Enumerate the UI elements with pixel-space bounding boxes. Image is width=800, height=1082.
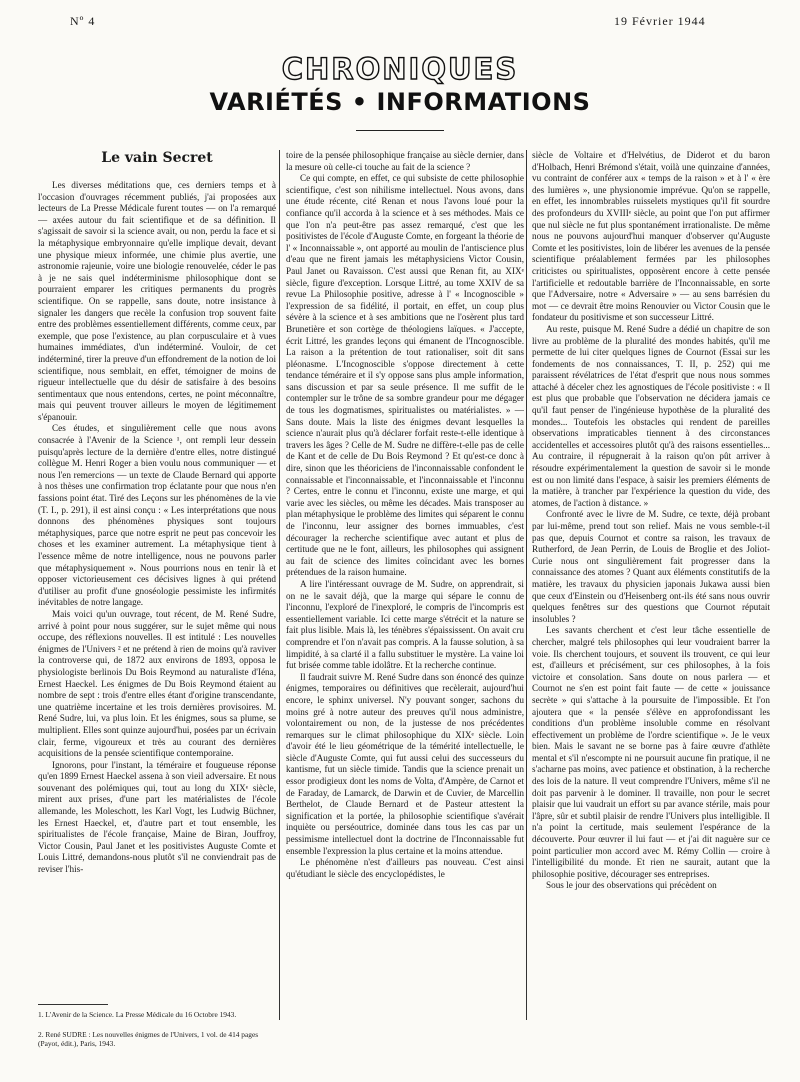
paragraph: Il faudrait suivre M. René Sudre dans son énoncé des quinze énigmes, temporaires ou définitives que recèlerait, aujourd'hui encore, le sphinx universel. N'y pouvant songer, sachons du moins gré à notre auteur des preuves qu'il nous administre, volontairement ou non, de la justesse de nos précédentes remarques sur le climat philosophique du XIXᵉ siècle. Loin d'avoir été le lieu géométrique de la témérité intellectuelle, le siècle d'Auguste Comte, qui fut aussi celui des successeurs du kantisme, fut un siècle timide. Tandis que la science prenait un essor prodigieux dont les noms de Volta, d'Ampère, de Carnot et de Faraday, de Lamarck, de Darwin et de Cuvier, de Marcellin Berthelot, de Claude Bernard et de Pasteur attestent la signification et la portée, la philosophie scientifique s'avérait inquiète ou perséoutrice, dominée dans tous les cas par un pessimisme intellectuel dont la doctrine de l'Inconnaissable fut ensemble l'expression la plus certaine et la moins attendue. [286, 671, 524, 856]
paragraph: Mais voici qu'un ouvrage, tout récent, de M. René Sudre, arrivé à point pour nous suggérer, sur le sujet même qui nous occupe, des réflexions nouvelles. Il est intitulé : Les nouvelles énigmes de l'Univers ² et ne prétend à rien de moins qu'à raviver la controverse qui, de 1872 aux environs de 1893, opposa le physiologiste berlinois Du Bois Reymond au naturaliste d'Iéna, Ernest Haeckel. Les énigmes de Du Bois Reymond étaient au nombre de sept : trois d'entre elles étant d'origine transcendante, une quatrième incertaine et les trois dernières provisoires. M. René Sudre, lui, va plus loin. Et les énigmes, sous sa plume, se multiplient. Elles sont quinze aujourd'hui, posées par un écrivain clair, ferme, vigoureux et très au courant des dernières acquisitions de la pensée scientifique contemporaine. [38, 608, 276, 759]
paragraph: Ce qui compte, en effet, ce qui subsiste de cette philosophie scientifique, c'est son nihilisme intellectuel. Nous avons, dans une étude récente, cité Renan et nous l'avons loué pour la confiance qu'il accorda à la science et à ses méthodes. Mais ce que l'on n'a peut-être pas assez remarqué, c'est que les positivistes de l'école d'Auguste Comte, en forgeant la théorie de l' « Inconnaissable », ont apporté au moulin de l'antiscience plus d'eau que ne firent jamais les métaphysiciens Victor Cousin, Paul Janet ou Ravaisson. C'est aussi que Renan fit, au XIXᵉ siècle, figure d'exception. Lorsque Littré, au tome XXIV de sa revue La Philosophie positive, adresse à l' « Incognoscible » l'expression de sa fidélité, il portait, en effet, un coup plus sévère à la science et à ses ambitions que ne l'osèrent plus tard Brunetière et son cortège de théologiens laïques. « J'accepte, écrit Littré, les grandes leçons qui émanent de l'Incognoscible. La raison a la prétention de tout rationaliser, soit dit sans pléonasme. L'Incognoscible s'oppose directement à cette tendance téméraire et il s'y oppose sans plus ample information, sans discussion et par sa seule présence. Il me suffit de le contempler sur le trône de sa sombre grandeur pour me dégager de tous les dogmatismes, spiritualistes ou matérialistes. » — Sans doute. Mais la liste des énigmes devant lesquelles la science n'aurait plus qu'à déclarer forfait reste-t-elle identique à travers les âges ? Celle de M. Sudre ne diffère-t-elle pas de celle de Kant et de celle de Du Bois Reymond ? Et qu'est-ce donc à dire, sinon que les théoriciens de l'inconnaissable confondent le connaissable et l'inconnaissable, et l'inconnaissable et l'inconnu ? Certes, entre le connu et l'inconnu, existe une marge, et qui varie avec les siècles, ou même les décades. Mais transposer au plan métaphysique le problème des limites qui séparent le connu de l'inconnu, leur assigner des bornes immuables, c'est décourager la recherche scientifique avec autant et plus de certitude que ne le font, ailleurs, les philosophes qui assignent au fait de science des limites coïncidant avec les bornes prétendues de la raison humaine. [286, 173, 524, 578]
footnote-rule [38, 1004, 108, 1005]
column-1 [38, 150, 276, 1000]
footnote: 1. L'Avenir de la Science. La Presse Médicale du 16 Octobre 1943. [38, 1010, 237, 1019]
paragraph: Au reste, puisque M. René Sudre a dédié un chapitre de son livre au problème de la pluralité des mondes habités, qu'il me permette de lui citer quelques lignes de Cournot (Essai sur les fondements de nos connaissances, T. II, p. 252) qui me paraissent révélatrices de l'état d'esprit que nous nous sommes attaché à déceler chez les agnostiques de l'école positiviste : « Il est plus que probable que l'observation ne décidera jamais ce qu'il faut penser de l'ingénieuse hypothèse de la pluralité des mondes... Toutefois les obstacles qui rendent de pareilles observations impraticables tiennent à des circonstances accidentelles et accessoires plutôt qu'à des raisons essentielles... Au contraire, il répugnerait à la raison qu'on pût arriver à résoudre expérimentalement la question de savoir si le monde est ou non limité dans l'espace, à saisir les premiers éléments de la matière, à trancher par l'expérience la question du vide, des atomes, de l'action à distance. » [532, 323, 770, 508]
masthead-rule [356, 130, 444, 131]
footnote: 2. René SUDRE : Les nouvelles énigmes de l'Univers, 1 vol. de 414 pages (Payot, édit.), Paris, 1943. [38, 1030, 259, 1048]
paragraph: Les diverses méditations que, ces derniers temps et à l'occasion d'ouvrages récemment publiés, j'ai proposées aux lecteurs de La Presse Médicale furent toutes — on l'a remarqué — axées autour du fait scientifique et de sa définition. Il s'agissait de savoir si la science avait, ou non, perdu la face et si la métaphysique embryonnaire qu'elle implique devait, devant une physique mieux informée, une chimie plus avertie, une astronomie rajeunie, voire une biologie renouvelée, céder le pas à je ne sais quel indéterminisme philosophique dont se pourraient emparer les critiques permanents du progrès scientifique. On se rappelle, sans doute, notre insistance à signaler les dangers que recèle la confusion trop souvent faite entre des problèmes essentiellement différents, comme ceux, par exemple, que pose l'existence, au plan corpusculaire et à vues humaines immédiates, d'un indéterminé. Vouloir, de cet indéterminé, tirer la preuve d'un effondrement de la notion de loi scientifique, nous semblait, en effet, témoigner de moins de rigueur intellectuelle que du désir de satisfaire à des besoins sentimentaux que nous entendons, certes, ne point méconnaître, mais qui peuvent trouver ailleurs le moyen de légitimement s'épanouir. [38, 180, 276, 422]
paragraph: Le phénomène n'est d'ailleurs pas nouveau. C'est ainsi qu'étudiant le siècle des encyclopédistes, le [286, 857, 524, 879]
paragraph: toire de la pensée philosophique française au siècle dernier, dans la mesure où celle-ci touche au fait de la science ? [286, 150, 524, 172]
column-2 [286, 150, 524, 1000]
paragraph: A lire l'intéressant ouvrage de M. Sudre, on apprendrait, si on ne le savait déjà, que la marge qui sépare le connu de l'inconnu, l'exploré de l'inexploré, le compris de l'incompris est essentiellement variable. Ici cette marge s'étrécit et la nature se fait plus lisible. Mais là, les ténèbres s'épaississent. On avait cru comprendre et l'on n'avait pas compris. A la fausse solution, à sa limpidité, à sa clarté il a fallu substituer le mystère. La vaine loi fut brisée comme table idolâtre. Et la recherche continue. [286, 578, 524, 671]
paragraph: Ces études, et singulièrement celle que nous avons consacrée à l'Avenir de la Science ¹, ont rempli leur dessein puisqu'après lecture de la dernière d'entre elles, notre distingué collègue M. Henri Roger a bien voulu nous communiquer — et nous l'en remercions — un texte de Claude Bernard qui apporte à nos thèses une confirmation trop éclatante pour que nous n'en fassions point état. Tiré des Leçons sur les phénomènes de la vie (T. I., p. 291), il est ainsi conçu : « Les interprétations que nous donnons des phénomènes physiques sont toujours métaphysiques, parce que notre esprit ne peut pas concevoir les choses et les examiner autrement. La métaphysique tient à l'essence même de notre intelligence, nous ne pouvons parler que métaphysiquement ». Nous pourrions nous en tenir là et opposer victorieusement ces décisives lignes à qui prétend d'utiliser au profit d'une gnoséologie pessimiste les infirmités inévitables de notre langage. [38, 423, 276, 608]
paragraph: Confronté avec le livre de M. Sudre, ce texte, déjà probant par lui-même, prend tout son relief. Mais ne vous semble-t-il pas que, depuis Cournot et contre sa raison, les travaux de Rutherford, de Jean Perrin, de Louis de Broglie et des Joliot-Curie nous ont singulièrement fait progresser dans la connaissance des atomes ? Quant aux éléments constitutifs de la matière, les travaux du physicien japonais Jukawa aussi bien que ceux d'Einstein ou d'Heisenberg ont-ils été sans nous ouvrir quelques fenêtres sur des questions que Cournot réputait insolubles ? [532, 509, 770, 624]
masthead-title: CHRONIQUES [281, 52, 519, 86]
paragraph: Ignorons, pour l'instant, la téméraire et fougueuse réponse qu'en 1899 Ernest Haeckel assena à son vieil adversaire. Et nous souvenant des polémiques qui, tout au long du XIXᵉ siècle, mirent aux prises, d'une part les matérialistes de l'école allemande, les Moleschott, les Karl Vogt, les Ludwig Büchner, les Ernest Haeckel, et, d'autre part et tout ensemble, les spiritualistes de l'école française, Maine de Biran, Jouffroy, Victor Cousin, Paul Janet et les positivistes Auguste Comte et Louis Littré, demandons-nous plutôt s'il ne conviendrait pas de reviser l'his- [38, 759, 276, 875]
column-3 [532, 150, 770, 1000]
article-title: Le vain Secret [101, 150, 213, 166]
paragraph: Les savants cherchent et c'est leur tâche essentielle de chercher, malgré tels philosophes qui leur voudraient barrer la voie. Ils cherchent toujours, et souvent ils trouvent, ce qui leur est, d'ailleurs et précisément, sur ces philosophes, à la fois victoire et consolation. Sans doute on nous parlera — et Cournot ne s'en est point fait faute — de cette « jouissance secrète » qui s'attache à la poursuite de l'impossible. Et l'on ajoutera que « la pensée s'élève en approfondissant les conditions d'un problème insoluble comme en résolvant effectivement un problème de l'ordre scientifique ». Je le veux bien. Mais le savant ne se borne pas à faire œuvre d'athlète mental et s'il n'escompte ni ne poursuit aucune fin pratique, il ne s'acharne pas moins, avec patience et obstination, à la recherche des lois de la nature. Il veut comprendre l'Univers, même s'il ne doit pas parvenir à le dominer. Il travaille, non pour le secret plaisir que lui vaudrait un effort su par avance stérile, mais pour l'âpre, sûr et subtil plaisir de rendre l'Univers plus intelligible. Il n'a point la certitude, mais seulement l'espérance de la découverte. Pour œuvrer il lui faut — et j'ai dit naguère sur ce point particulier mon accord avec M. Rémy Collin — croire à l'intelligibilité du monde. Et rien ne saurait, autant que la philosophie positive, décourager ses entreprises. [532, 625, 770, 879]
masthead-subtitle: VARIÉTÉS • INFORMATIONS [209, 88, 591, 116]
paragraph: siècle de Voltaire et d'Helvétius, de Diderot et du baron d'Holbach, Henri Brémond s'était, voilà une quinzaine d'années, vu contraint de conférer aux « temps de la raison » et à l' « ère des lumières », une physionomie imprévue. Qu'on se rappelle, en effet, les innombrables ruisselets mystiques qu'il fit sourdre des profondeurs du XVIIIᵉ siècle, au point que l'on put affirmer que nul siècle ne fut plus spontanément irrationaliste. De même nous ne pouvons aujourd'hui manquer d'observer qu'Auguste Comte et les positivistes, loin de libérer les avenues de la pensée scientifique préalablement fermées par les philosophes criticistes ou spiritualistes, opposèrent encore à cette pensée l'artificielle et redoutable barrière de l'Inconnaissable, en sorte que l'Adversaire, notre « Adversaire » — au sens barrésien du mot — ce devrait être moins Renouvier ou Victor Cousin que le fondateur du positivisme et son successeur Littré. [532, 150, 770, 323]
column-rule-1 [279, 150, 280, 1020]
column-rule-2 [526, 150, 527, 1020]
issue-date: 19 Février 1944 [614, 14, 706, 28]
issue-number: Nº 4 [70, 14, 96, 28]
paragraph: Sous le jour des observations qui précèdent on [546, 880, 717, 891]
